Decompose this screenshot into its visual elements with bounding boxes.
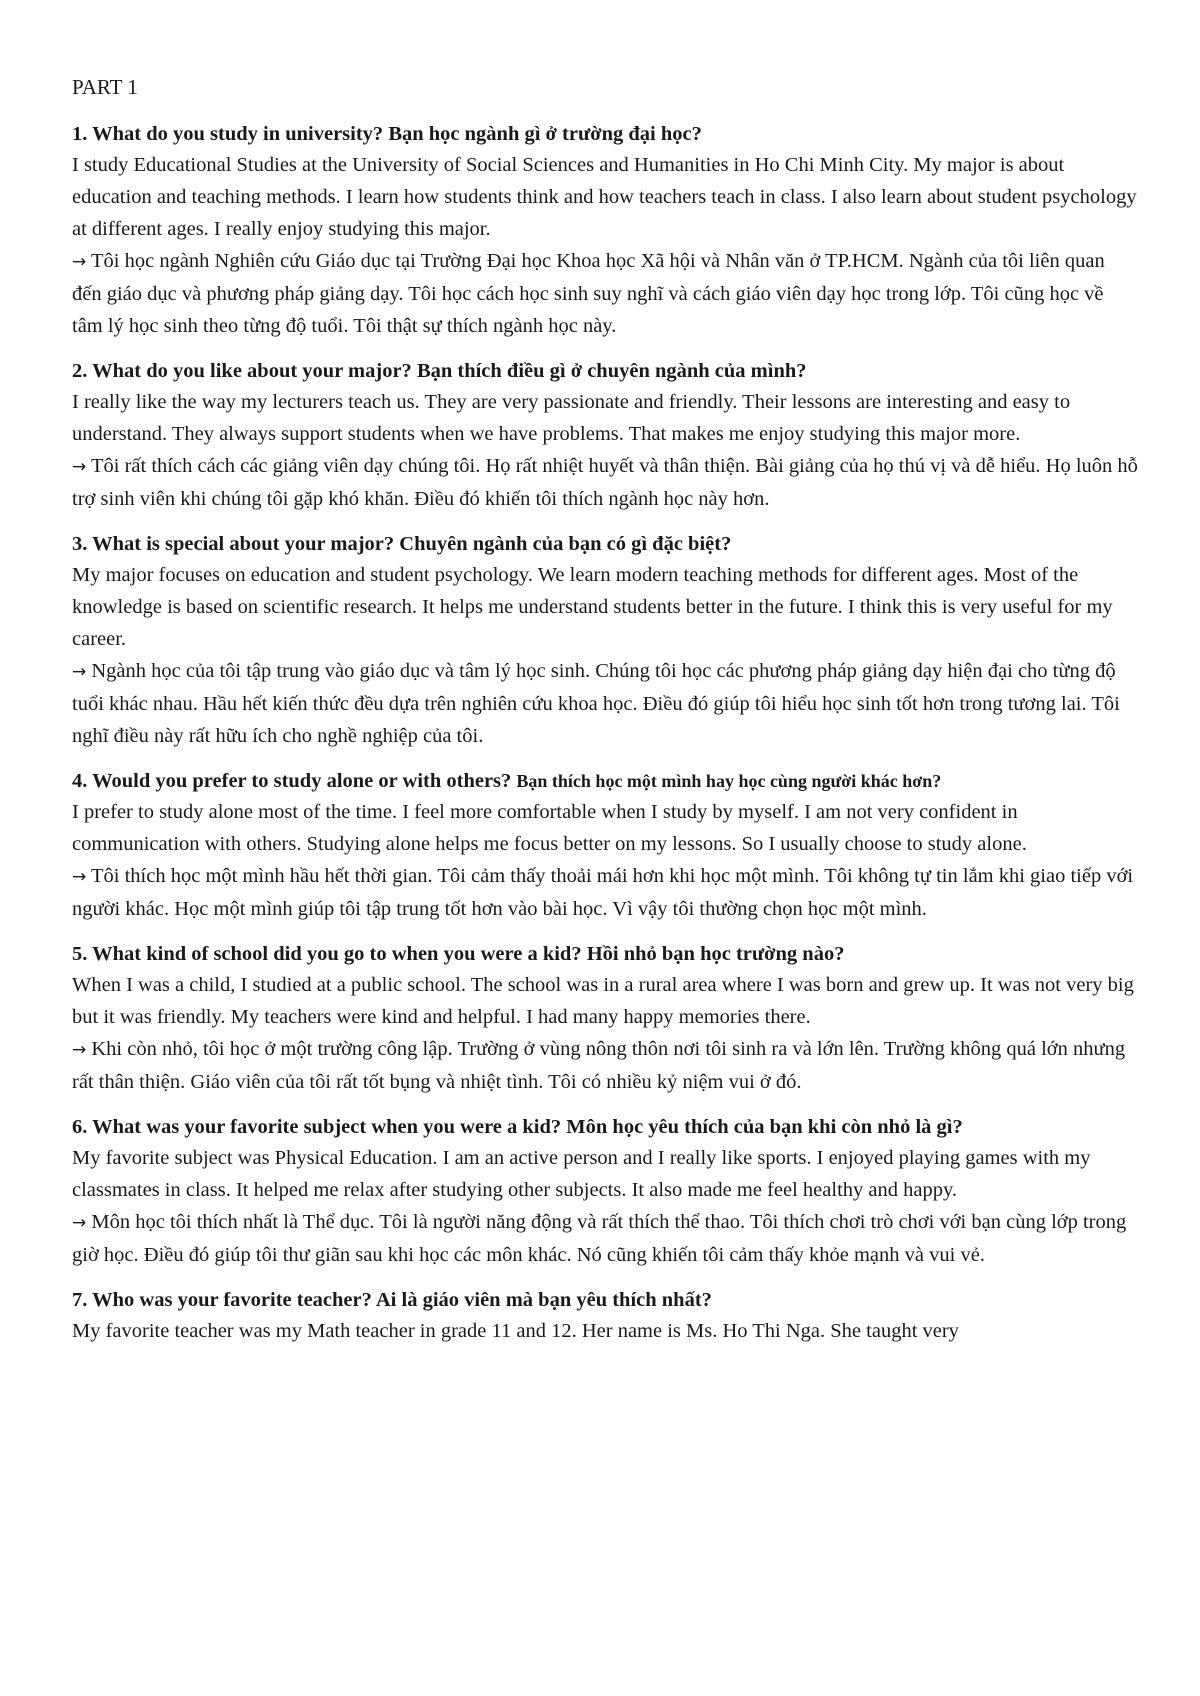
question-heading [72, 119, 1138, 149]
question-vietnamese: Bạn thích điều gì ở chuyên ngành của mình? [416, 360, 807, 382]
question-english: 1. What do you study in university? [72, 123, 384, 145]
question-vietnamese: Bạn thích học một mình hay học cùng người khác hơn? [516, 771, 942, 791]
answer-vietnamese: Tôi rất thích cách các giảng viên dạy chúng tôi. Họ rất nhiệt huyết và thân thiện. Bài giảng của họ thú vị và dễ hiểu. Họ luôn hỗ trợ sinh viên khi chúng tôi gặp khó khăn. Điều đó khiến tôi thích ngành học này hơn. [72, 455, 1138, 510]
question-english: 2. What do you like about your major? [72, 360, 412, 382]
question-heading [72, 356, 1138, 386]
answer-english: I study Educational Studies at the University of Social Sciences and Humanities in Ho Chi Minh City. My major is about education and teaching methods. I learn how students think and how teachers teach in class. I also learn about student psychology at different ages. I really enjoy studying this major. [72, 154, 1137, 240]
question-english: 5. What kind of school did you go to when you were a kid? [72, 943, 582, 965]
qa-item-1 [72, 119, 1138, 342]
question-english: 3. What is special about your major? [72, 533, 395, 555]
answer-vietnamese: Tôi học ngành Nghiên cứu Giáo dục tại Trường Đại học Khoa học Xã hội và Nhân văn ở TP.HCM. Ngành của tôi liên quan đến giáo dục và phương pháp giảng dạy. Tôi học cách học sinh suy nghĩ và cách giáo viên dạy học trong lớp. Tôi cũng học về tâm lý học sinh theo từng độ tuổi. Tôi thật sự thích ngành học này. [72, 250, 1105, 337]
answer-english: When I was a child, I studied at a public school. The school was in a rural area where I was born and grew up. It was not very big but it was friendly. My teachers were kind and helpful. I had many happy memories there. [72, 974, 1134, 1028]
question-heading [72, 529, 1138, 559]
question-heading [72, 766, 1138, 796]
answer-vietnamese: Khi còn nhỏ, tôi học ở một trường công lập. Trường ở vùng nông thôn nơi tôi sinh ra và lớn lên. Trường không quá lớn nhưng rất thân thiện. Giáo viên của tôi rất tốt bụng và nhiệt tình. Tôi có nhiều kỷ niệm vui ở đó. [72, 1038, 1126, 1093]
qa-item-5 [72, 939, 1138, 1098]
answer-english: I prefer to study alone most of the time. I feel more comfortable when I study by myself. I am not very confident in communication with others. Studying alone helps me focus better on my lessons. So I usually choose to study alone. [72, 801, 1027, 855]
answer-english: My favorite teacher was my Math teacher in grade 11 and 12. Her name is Ms. Ho Thi Nga. She taught very [72, 1320, 959, 1342]
qa-item-2 [72, 356, 1138, 515]
question-english: 7. Who was your favorite teacher? [72, 1289, 372, 1311]
arrow-right-icon: → [72, 1213, 87, 1233]
question-english: 6. What was your favorite subject when you were a kid? [72, 1116, 562, 1138]
answer-english: I really like the way my lecturers teach us. They are very passionate and friendly. Their lessons are interesting and easy to understand. They always support students when we have problems. That makes me enjoy studying this major more. [72, 391, 1071, 445]
document-page [72, 72, 1138, 1361]
qa-item-4 [72, 766, 1138, 925]
question-english: 4. Would you prefer to study alone or with others? [72, 770, 512, 792]
answer-vietnamese-paragraph [72, 860, 1138, 925]
answer-vietnamese: Tôi thích học một mình hầu hết thời gian. Tôi cảm thấy thoải mái hơn khi học một mình. Tôi không tự tin lắm khi giao tiếp với người khác. Học một mình giúp tôi tập trung tốt hơn vào bài học. Vì vậy tôi thường chọn học một mình. [72, 865, 1134, 920]
question-heading [72, 1112, 1138, 1142]
arrow-right-icon: → [72, 457, 87, 477]
part-title: PART 1 [72, 75, 138, 99]
question-heading [72, 1285, 1138, 1315]
answer-english: My major focuses on education and student psychology. We learn modern teaching methods for different ages. Most of the knowledge is based on scientific research. It helps me understand students better in the future. I think this is very useful for my career. [72, 564, 1113, 650]
question-vietnamese: Hồi nhỏ bạn học trường nào? [586, 943, 845, 965]
answer-vietnamese-paragraph [72, 245, 1138, 342]
answer-vietnamese-paragraph [72, 655, 1138, 752]
qa-item-3 [72, 529, 1138, 752]
answer-vietnamese: Ngành học của tôi tập trung vào giáo dục và tâm lý học sinh. Chúng tôi học các phương pháp giảng dạy hiện đại cho từng độ tuổi khác nhau. Hầu hết kiến thức đều dựa trên nghiên cứu khoa học. Điều đó giúp tôi hiểu học sinh tốt hơn trong tương lai. Tôi nghĩ điều này rất hữu ích cho nghề nghiệp của tôi. [72, 660, 1120, 747]
question-heading [72, 939, 1138, 969]
arrow-right-icon: → [72, 867, 87, 887]
question-vietnamese: Ai là giáo viên mà bạn yêu thích nhất? [375, 1289, 712, 1311]
question-vietnamese: Môn học yêu thích của bạn khi còn nhỏ là gì? [566, 1116, 963, 1138]
question-vietnamese: Bạn học ngành gì ở trường đại học? [388, 123, 702, 145]
answer-vietnamese-paragraph [72, 1206, 1138, 1271]
answer-english: My favorite subject was Physical Education. I am an active person and I really like sports. I enjoyed playing games with my classmates in class. It helped me relax after studying other subjects. It also made me feel healthy and happy. [72, 1147, 1091, 1201]
arrow-right-icon: → [72, 662, 87, 682]
qa-item-7 [72, 1285, 1138, 1347]
answer-vietnamese-paragraph [72, 1033, 1138, 1098]
question-vietnamese: Chuyên ngành của bạn có gì đặc biệt? [399, 533, 732, 555]
arrow-right-icon: → [72, 252, 87, 272]
qa-item-6 [72, 1112, 1138, 1271]
arrow-right-icon: → [72, 1040, 87, 1060]
answer-vietnamese: Môn học tôi thích nhất là Thể dục. Tôi là người năng động và rất thích thể thao. Tôi thích chơi trò chơi với bạn cùng lớp trong giờ học. Điều đó giúp tôi thư giãn sau khi học các môn khác. Nó cũng khiến tôi cảm thấy khỏe mạnh và vui vẻ. [72, 1211, 1127, 1266]
answer-vietnamese-paragraph [72, 450, 1138, 515]
